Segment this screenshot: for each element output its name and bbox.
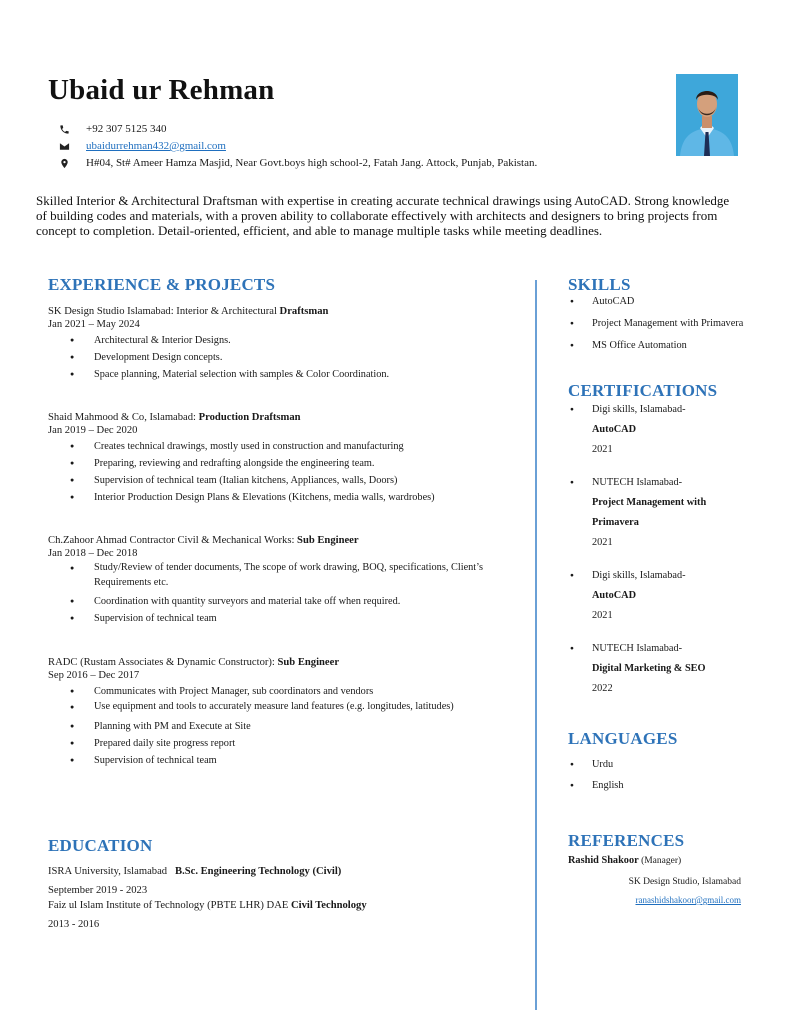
education-heading: EDUCATION: [48, 836, 153, 855]
education-dates-2: 2013 - 2016: [48, 919, 100, 930]
professional-summary: Skilled Interior & Architectural Draftsman with expertise in creating accurate technical drawings using AutoCAD. Strong knowledge of building codes and materials, with a proven ability to collaborate effectively with architects and designers to bring projects from concept to completion. Detail-oriented, efficient, and able to manage multiple tasks while meeting deadlines.: [36, 193, 730, 239]
column-divider: [535, 280, 537, 1010]
languages-heading: LANGUAGES: [568, 729, 678, 748]
certifications-heading: CERTIFICATIONS: [568, 381, 718, 400]
job-title: RADC (Rustam Associates & Dynamic Constructor): Sub Engineer: [48, 657, 340, 668]
experience-job-4: [48, 657, 528, 769]
job-bullets: [48, 561, 518, 627]
skills-heading: SKILLS: [568, 275, 631, 294]
job-title: Shaid Mahmood & Co, Islamabad: Production Draftsman: [48, 412, 301, 423]
job-dates: Jan 2019 – Dec 2020: [48, 424, 138, 436]
list-item: ● Prepared daily site progress report: [48, 735, 518, 752]
list-item: ● Supervision of technical team: [48, 752, 518, 769]
list-item: ● MS Office Automation: [568, 339, 748, 353]
experience-heading: EXPERIENCE & PROJECTS: [48, 275, 276, 294]
job-title: Ch.Zahoor Ahmad Contractor Civil & Mechanical Works: Sub Engineer: [48, 535, 359, 546]
list-item: ● Architectural & Interior Designs.: [48, 332, 528, 349]
list-item: ● NUTECH Islamabad- Project Management with Primavera 2021: [568, 473, 748, 566]
phone-row: [58, 123, 166, 135]
location-pin-icon: [58, 157, 70, 169]
skills-list: [568, 295, 748, 353]
list-item: ● Urdu: [568, 754, 748, 775]
reference-name: Rashid Shakoor: [568, 855, 639, 866]
languages-list: [568, 754, 748, 796]
reference-company: SK Design Studio, Islamabad: [628, 877, 741, 887]
list-item: ● Digi skills, Islamabad- AutoCAD 2021: [568, 400, 748, 473]
experience-job-3: [48, 535, 528, 627]
phone-text: +92 307 5125 340: [86, 123, 167, 135]
job-dates: Jan 2021 – May 2024: [48, 318, 140, 330]
list-item: ● Coordination with quantity surveyors and material take off when required.: [48, 593, 518, 610]
list-item: ● Space planning, Material selection with samples & Color Coordination.: [48, 366, 528, 383]
candidate-name: Ubaid ur Rehman: [48, 74, 275, 106]
list-item: ● Digi skills, Islamabad- AutoCAD 2021: [568, 566, 748, 639]
reference-email-link[interactable]: ranashidshakoor@gmail.com: [635, 895, 741, 905]
list-item: ● Development Design concepts.: [48, 349, 528, 366]
list-item: ● NUTECH Islamabad- Digital Marketing & SEO 2022: [568, 639, 748, 699]
certifications-list: [568, 400, 748, 699]
list-item: ● AutoCAD: [568, 295, 748, 317]
address-text: H#04, St# Ameer Hamza Masjid, Near Govt.boys high school-2, Fatah Jang. Attock, Punjab, Pakistan.: [86, 157, 538, 169]
references-heading: REFERENCES: [568, 831, 685, 850]
phone-icon: [58, 123, 70, 135]
education-dates-1: September 2019 - 2023: [48, 885, 148, 896]
job-dates: Jan 2018 – Dec 2018: [48, 547, 138, 559]
job-bullets: [48, 332, 528, 383]
email-link[interactable]: ubaidurrehman432@gmail.com: [86, 140, 226, 152]
list-item: ● Interior Production Design Plans & Elevations (Kitchens, media walls, wardrobes): [48, 489, 528, 506]
reference-name-row: [568, 854, 681, 868]
reference-role: (Manager): [638, 856, 682, 866]
education-item-2: Faiz ul Islam Institute of Technology (PBTE LHR) DAE Civil Technology: [48, 900, 367, 911]
list-item: ● English: [568, 775, 748, 796]
education-item-1: ISRA University, Islamabad B.Sc. Engineering Technology (Civil): [48, 866, 342, 877]
experience-job-2: [48, 412, 528, 506]
list-item: ● Supervision of technical team (Italian kitchens, Appliances, walls, Doors): [48, 472, 528, 489]
list-item: ● Supervision of technical team: [48, 610, 518, 627]
experience-job-1: [48, 306, 528, 383]
list-item: ● Planning with PM and Execute at Site: [48, 718, 518, 735]
address-row: [58, 157, 537, 169]
email-row: [58, 140, 226, 152]
job-title: SK Design Studio Islamabad: Interior & Architectural Draftsman: [48, 306, 329, 317]
job-bullets: [48, 683, 518, 769]
job-bullets: [48, 438, 528, 506]
list-item: ● Use equipment and tools to accurately measure land features (e.g. longitudes, latitudes): [48, 700, 518, 718]
list-item: ● Project Management with Primavera: [568, 317, 748, 339]
envelope-icon: [58, 140, 70, 152]
list-item: ● Communicates with Project Manager, sub coordinators and vendors: [48, 683, 518, 700]
profile-photo: [676, 74, 738, 156]
list-item: ● Creates technical drawings, mostly used in construction and manufacturing: [48, 438, 528, 455]
list-item: ● Study/Review of tender documents, The scope of work drawing, BOQ, specifications, Client’s Requirements etc.: [48, 561, 518, 593]
list-item: ● Preparing, reviewing and redrafting alongside the engineering team.: [48, 455, 528, 472]
job-dates: Sep 2016 – Dec 2017: [48, 669, 140, 681]
